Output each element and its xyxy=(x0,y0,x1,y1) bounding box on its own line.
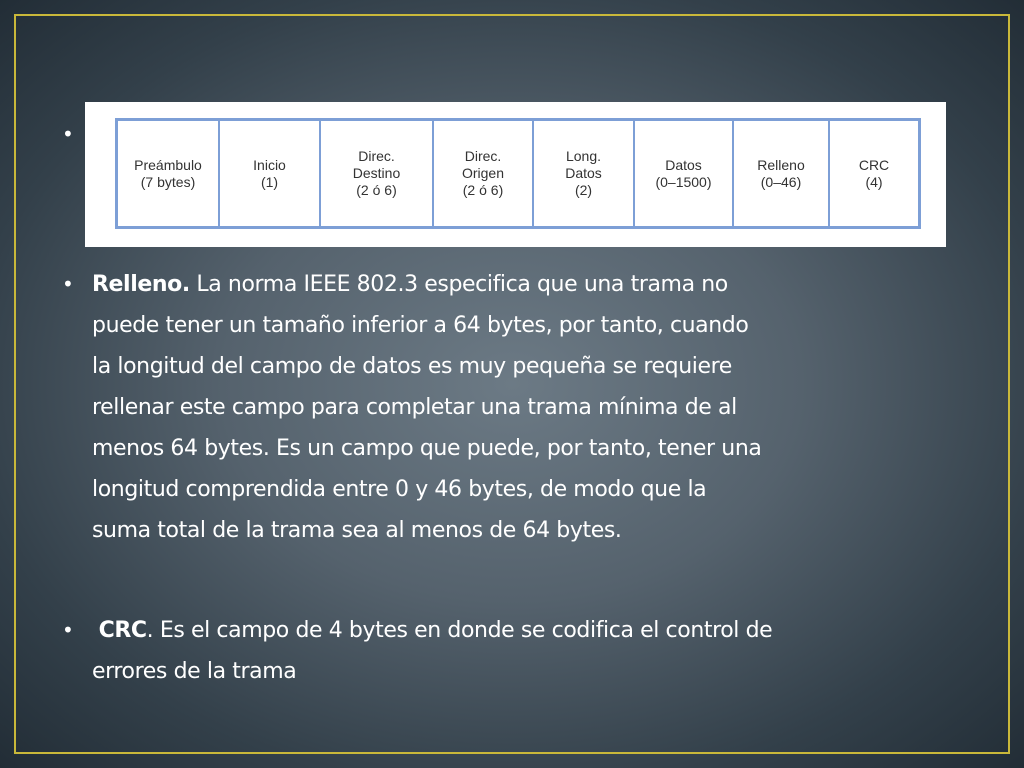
field-size: (0–46) xyxy=(760,173,802,190)
relleno-line-text: La norma IEEE 802.3 especifica que una trama no xyxy=(189,272,728,297)
relleno-line: longitud comprendida entre 0 y 46 bytes, de modo que la xyxy=(92,477,707,502)
crc-term: CRC xyxy=(98,618,147,643)
field-size: (0–1500) xyxy=(655,173,712,190)
bullet-relleno: • xyxy=(62,272,74,296)
field-label-2: Destino xyxy=(352,165,401,181)
field-label: Long. xyxy=(565,148,602,164)
field-label: CRC xyxy=(858,156,890,173)
relleno-term: Relleno. xyxy=(92,272,190,297)
crc-line xyxy=(92,610,772,651)
field-label: Relleno xyxy=(757,156,805,173)
field-size: (2) xyxy=(574,182,593,198)
crc-line: errores de la trama xyxy=(92,659,297,684)
field-label-2: Origen xyxy=(461,165,505,181)
bullet-crc: • xyxy=(62,618,74,642)
field-size: (2 ó 6) xyxy=(356,182,397,198)
field-size: (2 ó 6) xyxy=(462,182,504,198)
field-long-datos xyxy=(534,121,635,226)
field-direc-origen xyxy=(434,121,534,226)
frame-fields-table xyxy=(115,118,921,229)
relleno-line: la longitud del campo de datos es muy pequeña se requiere xyxy=(92,354,732,379)
field-inicio xyxy=(220,121,321,226)
field-relleno xyxy=(734,121,830,226)
relleno-line: rellenar este campo para completar una trama mínima de al xyxy=(92,395,737,420)
relleno-line: puede tener un tamaño inferior a 64 bytes, por tanto, cuando xyxy=(92,313,749,338)
relleno-line xyxy=(92,264,761,305)
relleno-line: suma total de la trama sea al menos de 64 bytes. xyxy=(92,518,622,543)
field-size: (4) xyxy=(865,173,883,190)
crc-line-text: . Es el campo de 4 bytes en donde se codifica el control de xyxy=(146,618,773,643)
field-label: Preámbulo xyxy=(134,156,202,173)
field-label: Direc. xyxy=(358,148,395,164)
relleno-line: menos 64 bytes. Es un campo que puede, por tanto, tener una xyxy=(92,436,762,461)
ethernet-frame-diagram xyxy=(85,102,946,247)
field-datos xyxy=(635,121,734,226)
field-direc-destino xyxy=(321,121,434,226)
field-crc xyxy=(830,121,918,226)
crc-paragraph xyxy=(92,610,772,692)
field-label: Datos xyxy=(665,156,702,173)
field-size: (7 bytes) xyxy=(140,173,196,190)
field-label: Direc. xyxy=(464,148,502,164)
field-size: (1) xyxy=(260,173,279,190)
field-preambulo xyxy=(118,121,220,226)
field-label: Inicio xyxy=(253,156,286,173)
bullet-diagram: • xyxy=(62,122,74,146)
field-label-2: Datos xyxy=(565,165,602,181)
relleno-paragraph xyxy=(92,264,761,551)
